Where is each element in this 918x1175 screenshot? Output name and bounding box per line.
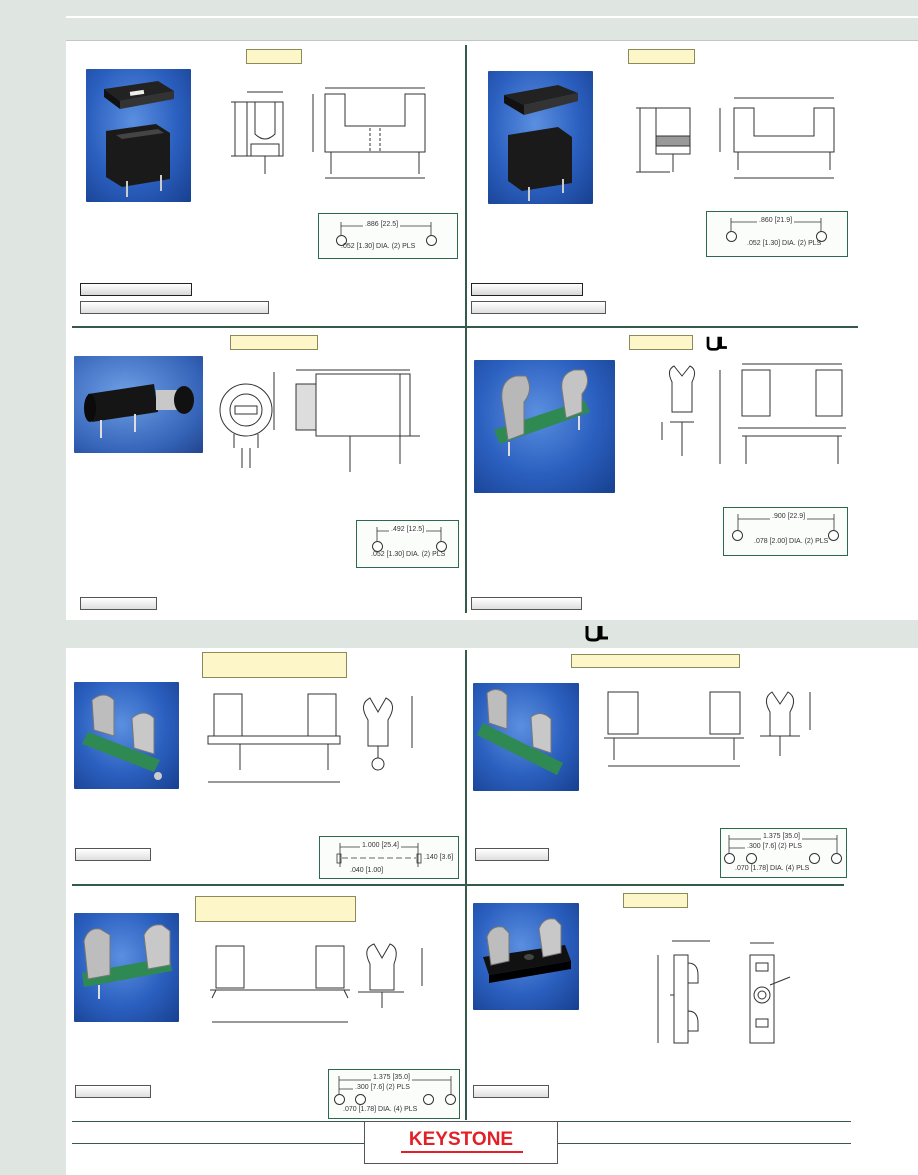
- panel-4-ul-mark-icon: [704, 334, 730, 357]
- panel-2-pcb-hole-left: [726, 231, 737, 242]
- band-separator: [66, 16, 918, 18]
- panel-3-title-badge: [230, 335, 318, 350]
- band-edge: [66, 40, 918, 41]
- panel-6-part-number-box: [475, 848, 549, 861]
- panel-4-part-number-box: [471, 597, 582, 610]
- panel-6-product-photo: [473, 683, 579, 791]
- panel-1-drawing: [225, 88, 455, 188]
- panel-7-title-badge: [195, 896, 356, 922]
- panel-4-pcb-hole-right: [828, 530, 839, 541]
- panel-1-product-photo: [86, 69, 191, 202]
- panel-4-pcb-hole-left: [732, 530, 743, 541]
- panel-2-description-box: [471, 301, 606, 314]
- panel-8-title-badge: [623, 893, 688, 908]
- panel-4-pcb-layout: [723, 507, 848, 556]
- grid-divider-v1: [465, 45, 467, 613]
- panel-3-part-number-box: [80, 597, 157, 610]
- panel-5-pcb-width: .140 [3.6]: [424, 854, 454, 861]
- panel-7-pcb-layout: [328, 1069, 460, 1119]
- panel-1-pcb-hole-label: .052 [1.30] DIA. (2) PLS: [341, 243, 416, 250]
- grid-divider-h2: [72, 884, 844, 886]
- panel-5-title-badge: [202, 652, 347, 678]
- panel-6-pcb-hole-label: .070 [1.78] DIA. (4) PLS: [735, 865, 810, 872]
- panel-5-part-number-box: [75, 848, 151, 861]
- panel-2-title-badge: [628, 49, 695, 64]
- panel-7-part-number-box: [75, 1085, 151, 1098]
- keystone-logo: [364, 1121, 558, 1164]
- panel-2-part-number-box: [471, 283, 583, 296]
- top-band: [66, 0, 918, 16]
- panel-5-drawing: [200, 690, 430, 800]
- panel-5-product-photo: [74, 682, 179, 789]
- panel-7-drawing: [204, 940, 444, 1030]
- keystone-logo-text: KEYSTONE: [408, 1129, 514, 1150]
- panel-2-pcb-layout: [706, 211, 848, 257]
- panel-7-pcb-spacing: 1.375 [35.0]: [373, 1074, 410, 1081]
- panel-8-drawing: [650, 935, 800, 1055]
- left-sidebar-band: [0, 0, 66, 1175]
- panel-3-product-photo: [74, 356, 203, 453]
- panel-6-pcb-hole-4: [831, 853, 842, 864]
- panel-2-drawing: [630, 92, 850, 184]
- panel-5-pcb-spacing: 1.000 [25.4]: [362, 842, 399, 849]
- panel-6-pcb-spacing: 1.375 [35.0]: [763, 833, 800, 840]
- panel-4-drawing: [660, 360, 850, 472]
- panel-6-pcb-inner: .300 [7.6] (2) PLS: [747, 843, 802, 850]
- panel-4-pcb-hole-label: .078 [2.00] DIA. (2) PLS: [754, 538, 829, 545]
- panel-4-title-badge: [629, 335, 693, 350]
- panel-8-product-photo: [473, 903, 579, 1010]
- keystone-logo-underline: [401, 1151, 523, 1153]
- grid-divider-h1: [72, 326, 858, 328]
- panel-1-title-badge: [246, 49, 302, 64]
- panel-6-drawing: [600, 688, 830, 778]
- panel-7-pcb-inner: .300 [7.6] (2) PLS: [355, 1084, 410, 1091]
- panel-3-pcb-hole-label: .052 [1.30] DIA. (2) PLS: [371, 551, 446, 558]
- panel-5-pcb-layout: [319, 836, 459, 879]
- panel-1-pcb-hole-right: [426, 235, 437, 246]
- panel-6-pcb-hole-1: [724, 853, 735, 864]
- panel-3-pcb-spacing: .492 [12.5]: [391, 526, 425, 533]
- panel-3-drawing: [214, 368, 454, 478]
- panel-4-pcb-spacing: .900 [22.9]: [772, 513, 806, 520]
- panel-7-pcb-hole-3: [423, 1094, 434, 1105]
- panel-2-product-photo: [488, 71, 593, 204]
- panel-1-part-number-box: [80, 283, 192, 296]
- panel-7-product-photo: [74, 913, 179, 1022]
- panel-6-pcb-hole-2: [746, 853, 757, 864]
- panel-7-pcb-hole-label: .070 [1.78] DIA. (4) PLS: [343, 1106, 418, 1113]
- section-header-band-1: [66, 16, 918, 40]
- panel-1-description-box: [80, 301, 269, 314]
- panel-6-pcb-layout: [720, 828, 847, 878]
- panel-8-part-number-box: [473, 1085, 549, 1098]
- panel-1-pcb-layout: [318, 213, 458, 259]
- panel-2-pcb-spacing: .860 [21.9]: [759, 217, 793, 224]
- panel-7-pcb-hole-2: [355, 1094, 366, 1105]
- panel-6-title-badge: [571, 654, 740, 668]
- panel-3-pcb-layout: [356, 520, 459, 568]
- panel-4-product-photo: [474, 360, 615, 493]
- panel-5-pcb-slot: .040 [1.00]: [350, 867, 384, 874]
- panel-7-pcb-hole-4: [445, 1094, 456, 1105]
- panel-6-pcb-hole-3: [809, 853, 820, 864]
- panel-2-pcb-hole-label: .052 [1.30] DIA. (2) PLS: [747, 240, 822, 247]
- section-header-band-2: [66, 620, 918, 648]
- panel-7-pcb-hole-1: [334, 1094, 345, 1105]
- panel-1-pcb-spacing: .886 [22.5]: [365, 221, 399, 228]
